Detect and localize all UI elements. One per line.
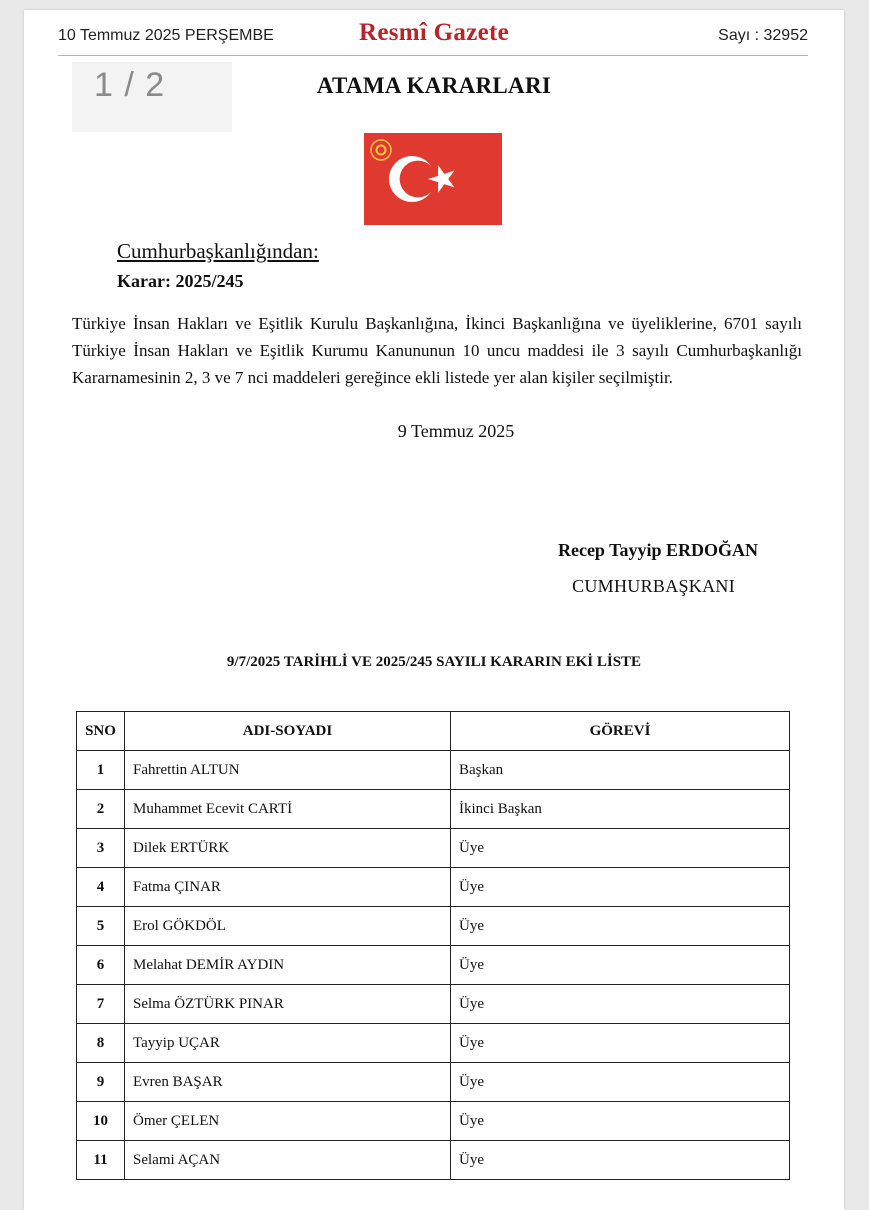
page-counter-label: 1 / 2	[94, 66, 166, 104]
row-name: Evren BAŞAR	[125, 1063, 451, 1102]
table-row	[77, 1141, 790, 1180]
header-date: 10 Temmuz 2025 PERŞEMBE	[58, 27, 274, 44]
table-row	[77, 751, 790, 790]
table-row	[77, 1024, 790, 1063]
row-role: Üye	[451, 1063, 790, 1102]
row-role: Başkan	[451, 751, 790, 790]
table-row	[77, 985, 790, 1024]
row-sno: 8	[77, 1024, 125, 1063]
row-role: Üye	[451, 985, 790, 1024]
row-name: Fahrettin ALTUN	[125, 751, 451, 790]
header-divider	[58, 55, 808, 56]
issuing-authority: Cumhurbaşkanlığından:	[117, 239, 319, 263]
table-row	[77, 1102, 790, 1141]
row-sno: 3	[77, 829, 125, 868]
table-row	[77, 868, 790, 907]
gazette-header	[24, 10, 844, 56]
row-sno: 4	[77, 868, 125, 907]
issue-number: Sayı : 32952	[718, 27, 808, 44]
row-sno: 1	[77, 751, 125, 790]
row-name: Tayyip UÇAR	[125, 1024, 451, 1063]
row-sno: 6	[77, 946, 125, 985]
turkish-flag	[364, 133, 502, 225]
table-row	[77, 829, 790, 868]
table-row	[77, 946, 790, 985]
appointees-table	[76, 711, 790, 1180]
table-row	[77, 907, 790, 946]
row-role: İkinci Başkan	[451, 790, 790, 829]
row-role: Üye	[451, 1024, 790, 1063]
decision-date: 9 Temmuz 2025	[397, 421, 515, 441]
row-name: Ömer ÇELEN	[125, 1102, 451, 1141]
column-header-role: GÖREVİ	[451, 712, 790, 751]
row-name: Selami AÇAN	[125, 1141, 451, 1180]
document-heading: ATAMA KARARLARI	[316, 73, 552, 98]
row-name: Muhammet Ecevit CARTİ	[125, 790, 451, 829]
column-header-name: ADI-SOYADI	[125, 712, 451, 751]
column-header-sno: SNO	[77, 712, 125, 751]
table-header-row	[77, 712, 790, 751]
row-name: Fatma ÇINAR	[125, 868, 451, 907]
row-sno: 2	[77, 790, 125, 829]
row-name: Selma ÖZTÜRK PINAR	[125, 985, 451, 1024]
decision-number: Karar: 2025/245	[117, 271, 244, 291]
row-role: Üye	[451, 946, 790, 985]
row-role: Üye	[451, 868, 790, 907]
row-sno: 7	[77, 985, 125, 1024]
row-sno: 11	[77, 1141, 125, 1180]
signer-title: CUMHURBAŞKANI	[572, 576, 735, 596]
appendix-list-title: 9/7/2025 TARİHLİ VE 2025/245 SAYILI KARARIN EKİ LİSTE	[226, 654, 642, 670]
row-role: Üye	[451, 829, 790, 868]
table-row	[77, 790, 790, 829]
gazette-title: Resmî Gazete	[358, 19, 510, 46]
row-name: Erol GÖKDÖL	[125, 907, 451, 946]
row-sno: 5	[77, 907, 125, 946]
row-name: Melahat DEMİR AYDIN	[125, 946, 451, 985]
row-name: Dilek ERTÜRK	[125, 829, 451, 868]
row-role: Üye	[451, 907, 790, 946]
table-row	[77, 1063, 790, 1102]
document-page	[24, 10, 844, 1210]
row-role: Üye	[451, 1141, 790, 1180]
decision-body: Türkiye İnsan Hakları ve Eşitlik Kurulu Başkanlığına, İkinci Başkanlığına ve üyeliklerine, 6701 sayılı Türkiye İnsan Hakları ve Eşitlik Kurumu Kanununun 10 uncu maddesi ile 3 sayılı Cumhurbaşkanlığı Kararnamesinin 2, 3 ve 7 nci maddeleri gereğince ekli listede yer alan kişiler seçilmiştir.	[72, 314, 802, 387]
signer-name: Recep Tayyip ERDOĞAN	[557, 540, 758, 560]
row-role: Üye	[451, 1102, 790, 1141]
row-sno: 9	[77, 1063, 125, 1102]
row-sno: 10	[77, 1102, 125, 1141]
